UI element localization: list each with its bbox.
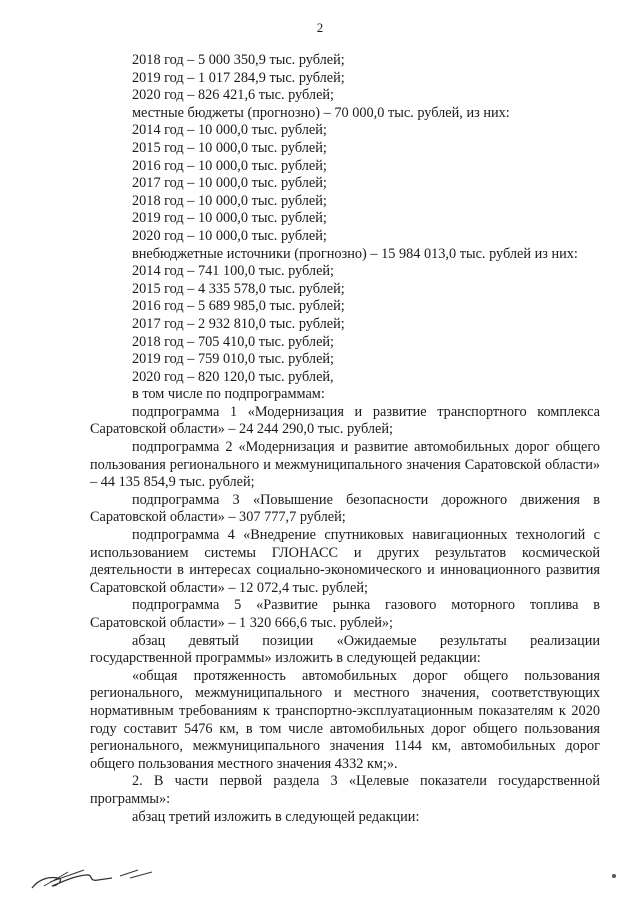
paragraph: подпрограмма 5 «Развитие рынка газового моторного топлива в Саратовской области» – 1 320 666,6 тыс. рублей»; [90,597,600,631]
text-line: 2014 год – 10 000,0 тыс. рублей; [132,122,327,139]
text-line: внебюджетные источники (прогнозно) – 15 984 013,0 тыс. рублей из них: [132,245,578,262]
signature-mark [28,858,158,894]
text-line: местные бюджеты (прогнозно) – 70 000,0 тыс. рублей, из них: [132,104,510,121]
text-line: 2020 год – 820 120,0 тыс. рублей, [132,368,334,385]
page-number: 2 [316,20,324,35]
paragraph: подпрограмма 4 «Внедрение спутниковых навигационных технологий с использованием системы ГЛОНАСС и других результатов космической деятельности в интересах социально-экономического и инновационного развития Саратовской области» – 12 072,4 тыс. рублей; [90,527,600,596]
text-line: 2016 год – 10 000,0 тыс. рублей; [132,157,327,174]
text-line: 2014 год – 741 100,0 тыс. рублей; [132,263,335,280]
scan-dot [612,874,616,878]
text-line: 2015 год – 10 000,0 тыс. рублей; [132,139,327,156]
text-line: 2018 год – 10 000,0 тыс. рублей; [132,192,327,209]
text-line: 2019 год – 10 000,0 тыс. рублей; [132,210,327,227]
text-line: 2020 год – 10 000,0 тыс. рублей; [132,227,327,244]
document-body [90,52,600,826]
text-line: 2015 год – 4 335 578,0 тыс. рублей; [132,280,345,297]
paragraph: подпрограмма 2 «Модернизация и развитие автомобильных дорог общего пользования регионального и межмуниципального значения Саратовской области» – 44 135 854,9 тыс. рублей; [90,439,600,491]
paragraph: «общая протяженность автомобильных дорог общего пользования регионального, межмуниципального и местного значения, соответствующих нормативным требованиям к транспортно-эксплуатационным показателям к 2020 году составит 5476 км, в том числе автомобильных дорог общего пользования регионального, межмуниципального значения 1144 км, автомобильных дорог общего пользования местного значения 4332 км;». [90,667,600,772]
paragraph: 2. В части первой раздела 3 «Целевые показатели государственной программы»: [90,773,600,807]
paragraph: подпрограмма 1 «Модернизация и развитие транспортного комплекса Саратовской области» – 24 244 290,0 тыс. рублей; [90,403,600,438]
text-line: 2018 год – 5 000 350,9 тыс. рублей; [132,52,345,68]
paragraph: абзац девятый позиции «Ожидаемые результаты реализации государственной программы» изложить в следующей редакции: [90,632,600,667]
text-line: 2020 год – 826 421,6 тыс. рублей; [132,87,335,104]
text-line: 2016 год – 5 689 985,0 тыс. рублей; [132,298,345,315]
text-line: 2018 год – 705 410,0 тыс. рублей; [132,333,335,350]
text-line: 2017 год – 2 932 810,0 тыс. рублей; [132,315,345,332]
text-line: 2019 год – 1 017 284,9 тыс. рублей; [132,69,345,86]
text-line: в том числе по подпрограммам: [132,386,325,403]
text-line: 2017 год – 10 000,0 тыс. рублей; [132,175,327,192]
paragraph: абзац третий изложить в следующей редакции: [132,808,420,825]
text-line: 2019 год – 759 010,0 тыс. рублей; [132,351,335,368]
paragraph: подпрограмма 3 «Повышение безопасности дорожного движения в Саратовской области» – 307 777,7 рублей; [90,491,600,526]
